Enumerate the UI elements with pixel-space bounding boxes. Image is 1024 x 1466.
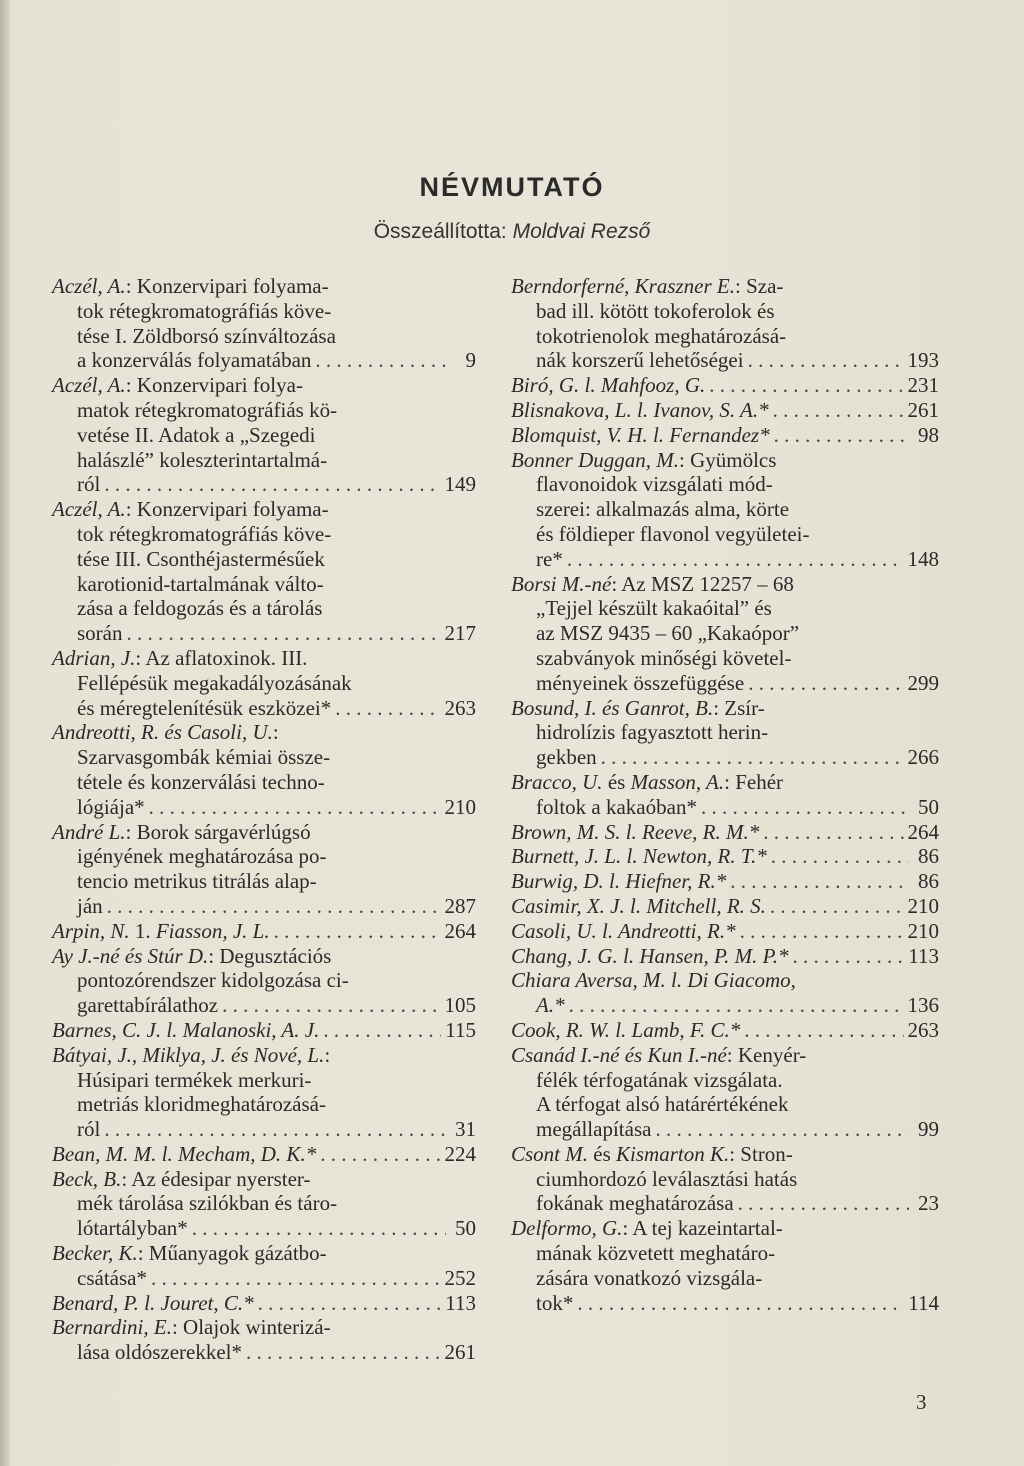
dot-leader — [770, 894, 904, 919]
index-entry — [52, 1018, 476, 1043]
entry-first-line — [52, 1167, 476, 1192]
entry-last-line — [511, 547, 939, 572]
author-name: Bonner Duggan, M. — [511, 447, 679, 472]
page-reference: 261 — [444, 1340, 476, 1365]
entry-last-line — [52, 1117, 476, 1142]
entry-text — [511, 869, 726, 894]
index-entry — [52, 1315, 476, 1365]
index-entry — [511, 894, 939, 919]
index-entry — [52, 944, 476, 1018]
entry-line: szabványok minőségi követel- — [536, 645, 792, 670]
entry-line: mának közvetett meghatáro- — [536, 1241, 776, 1266]
dot-leader — [748, 671, 903, 696]
author-name: André L. — [52, 819, 126, 844]
entry-line: halászlé” koleszterintartalmá- — [77, 447, 328, 472]
index-entry — [511, 572, 939, 696]
entry-text: 1. — [129, 918, 156, 943]
entry-last-line — [511, 348, 939, 373]
entry-line: tok rétegkromatográfiás köve- — [77, 298, 332, 323]
entry-line: félék térfogatának vizsgálata. — [536, 1067, 783, 1092]
entry-text: : Konzervipari folyama- — [125, 274, 329, 298]
entry-text: : Olajok winterizá- — [171, 1315, 331, 1340]
index-entry — [511, 1216, 939, 1315]
index-entry — [511, 968, 939, 1018]
dot-leader — [127, 621, 441, 646]
index-entry — [511, 274, 939, 373]
author-name: Brown, M. S. l. Reeve, R. M.* — [511, 819, 760, 844]
entry-text: : Stron- — [729, 1141, 793, 1166]
dot-leader — [744, 1018, 903, 1043]
entry-text: : A tej kazeintartal- — [622, 1216, 783, 1241]
compiled-label: Összeállította: — [373, 220, 513, 243]
dot-leader — [315, 348, 446, 373]
author-name: Beck, B. — [52, 1166, 122, 1191]
index-entry — [511, 423, 939, 448]
entry-first-line — [511, 1216, 939, 1241]
entry-text: során — [77, 621, 123, 646]
entry-first-line — [511, 572, 939, 597]
dot-leader — [748, 348, 904, 373]
index-entry — [511, 398, 939, 423]
page-reference: 264 — [444, 918, 476, 943]
entry-first-line — [511, 696, 939, 721]
entry-text — [511, 423, 770, 448]
entry-text: : Sza- — [735, 274, 784, 298]
author-name: Barnes, C. J. l. Malanoski, A. J. — [52, 1017, 320, 1042]
entry-text — [52, 1018, 319, 1043]
entry-line: ciumhordozó leválasztási hatás — [536, 1166, 798, 1191]
index-entry — [52, 274, 476, 373]
author-name: Csont M. — [511, 1141, 589, 1166]
entry-last-line — [511, 1018, 939, 1043]
author-name: Borsi M.-né — [511, 571, 612, 596]
dot-leader — [222, 993, 440, 1018]
index-entry — [52, 497, 476, 646]
entry-line: Fellépésük megakadályozásának — [77, 670, 352, 695]
author-name: Bátyai, J., Miklya, J. és Nové, L. — [52, 1042, 325, 1067]
dot-leader — [730, 869, 909, 894]
page-reference: 217 — [444, 621, 476, 646]
entry-last-line — [511, 1191, 939, 1216]
entry-first-line — [511, 1142, 939, 1167]
entry-line: tencio metrikus titrálás alap- — [77, 869, 317, 894]
entry-text — [511, 844, 767, 869]
page-reference: 149 — [444, 472, 476, 497]
dot-leader — [738, 1191, 909, 1216]
entry-text: : Konzervipari folyama- — [125, 497, 329, 522]
entry-last-line — [52, 1340, 476, 1365]
entry-last-line — [511, 745, 939, 770]
entry-first-line — [52, 1241, 476, 1266]
entry-line: metriás kloridmeghatározásá- — [77, 1092, 326, 1117]
entry-first-line — [52, 646, 476, 671]
author-name: Berndorferné, Kraszner E. — [511, 274, 735, 298]
index-entry — [511, 696, 939, 770]
page-reference: 105 — [444, 993, 476, 1018]
dot-leader — [567, 547, 904, 572]
entry-last-line — [511, 844, 939, 869]
dot-leader — [335, 696, 440, 721]
author-name: Adrian, J. — [52, 645, 136, 670]
author-name: Aczél, A. — [52, 274, 126, 298]
page-reference: 113 — [908, 943, 939, 968]
dot-leader — [771, 844, 909, 869]
index-entry — [511, 1142, 939, 1216]
author-name: Masson, A. — [630, 769, 725, 794]
entry-line: pontozórendszer kidolgozása ci- — [77, 968, 349, 993]
entry-line: az MSZ 9435 – 60 „Kakaópor” — [536, 621, 800, 646]
compiler-name: Moldvai Rezső — [512, 220, 651, 243]
author-name: Biró, G. l. Mahfooz, G. — [511, 373, 706, 398]
page-reference: 210 — [444, 794, 476, 819]
entry-last-line — [511, 944, 939, 969]
page-reference: 99 — [918, 1117, 939, 1142]
dot-leader — [320, 1142, 440, 1167]
page-reference: 113 — [445, 1290, 476, 1315]
entry-last-line — [52, 919, 476, 944]
entry-text: : — [324, 1042, 331, 1067]
entry-last-line — [511, 795, 939, 820]
page-reference: 261 — [907, 397, 939, 422]
entry-text: : Az MSZ 12257 – 68 — [611, 571, 794, 596]
entry-first-line — [52, 274, 476, 299]
entry-text — [52, 1142, 316, 1167]
dot-leader — [323, 1018, 441, 1043]
author-name: Chiara Aversa, M. l. Di Giacomo, — [511, 968, 796, 993]
entry-last-line — [52, 1291, 476, 1316]
entry-last-line — [52, 1142, 476, 1167]
index-column-right — [511, 274, 939, 1315]
entry-line: bad ill. kötött tokoferolok és — [536, 298, 775, 323]
page-reference: 31 — [455, 1117, 476, 1142]
page-reference: 86 — [918, 869, 939, 894]
entry-line: karotionid-tartalmának válto- — [77, 571, 324, 596]
entry-text: : Műanyagok gázátbo- — [137, 1241, 327, 1266]
entry-line: A térfogat alsó határértékének — [536, 1092, 789, 1117]
entry-text — [511, 894, 766, 919]
dot-leader — [774, 423, 909, 448]
entry-line: zására vonatkozó vizsgála- — [536, 1265, 763, 1290]
page-reference: 50 — [918, 794, 939, 819]
page-reference: 210 — [907, 893, 939, 918]
entry-text: : — [272, 720, 279, 745]
entry-text: : Degusztációs — [208, 943, 332, 968]
index-entry — [52, 720, 476, 819]
page-reference: 263 — [444, 695, 476, 720]
entry-text: : Kenyér- — [726, 1042, 807, 1067]
dot-leader — [192, 1216, 446, 1241]
entry-first-line — [52, 820, 476, 845]
entry-line: Húsipari termékek merkuri- — [77, 1067, 312, 1092]
entry-last-line — [52, 1018, 476, 1043]
author-name: Burwig, D. l. Hiefner, R.* — [511, 869, 727, 894]
entry-line: tokotrienolok meghatározásá- — [536, 323, 787, 348]
dot-leader — [740, 919, 904, 944]
author-name: Burnett, J. L. l. Newton, R. T.* — [511, 844, 767, 869]
page-reference: 264 — [907, 819, 939, 844]
page-reference: 23 — [918, 1191, 939, 1216]
entry-line: „Tejjel készült kakaóital” és — [536, 596, 772, 621]
entry-text — [511, 820, 759, 845]
page-reference: 231 — [907, 373, 939, 398]
entry-first-line — [511, 968, 939, 993]
entry-last-line — [52, 1216, 476, 1241]
entry-text — [52, 919, 270, 944]
entry-first-line — [52, 1315, 476, 1340]
author-name: Blisnakova, L. l. Ivanov, S. A.* — [511, 397, 769, 422]
dot-leader — [258, 1291, 442, 1316]
index-entry — [52, 1241, 476, 1291]
dot-leader — [104, 472, 440, 497]
entry-text: garettabírálathoz — [77, 993, 219, 1018]
dot-leader — [569, 993, 904, 1018]
page-reference: 148 — [907, 546, 939, 571]
author-name: Aczél, A. — [52, 497, 126, 522]
entry-last-line — [511, 373, 939, 398]
page-reference: 299 — [907, 670, 939, 695]
entry-first-line — [52, 944, 476, 969]
author-name: Bosund, I. és Ganrot, B. — [511, 695, 714, 720]
page-reference: 50 — [455, 1216, 476, 1241]
index-entry — [52, 1142, 476, 1167]
entry-last-line — [511, 1117, 939, 1142]
author-name: Casoli, U. l. Andreotti, R.* — [511, 918, 736, 943]
entry-text: : Konzervipari folya- — [125, 373, 303, 398]
entry-last-line — [52, 1266, 476, 1291]
entry-last-line — [52, 348, 476, 373]
entry-text: és — [588, 1141, 617, 1166]
page-reference: 263 — [907, 1017, 939, 1042]
entry-last-line — [511, 423, 939, 448]
author-name: Benard, P. l. Jouret, C.* — [52, 1290, 254, 1315]
entry-first-line — [52, 497, 476, 522]
author-name: Fiasson, J. L. — [155, 918, 270, 943]
entry-text: csátása* — [77, 1265, 147, 1290]
entry-text — [511, 919, 736, 944]
author-name: Bernardini, E. — [52, 1315, 172, 1340]
entry-text: és méregtelenítésük eszközei* — [77, 695, 332, 720]
entry-text: re* — [536, 546, 563, 571]
index-entry — [511, 1018, 939, 1043]
index-entry — [52, 919, 476, 944]
dot-leader — [792, 944, 904, 969]
entry-line: tése I. Zöldborsó színváltozása — [77, 323, 336, 348]
index-entry — [52, 1167, 476, 1241]
entry-line: tése III. Csonthéjastermésűek — [77, 546, 325, 571]
index-entry — [511, 844, 939, 869]
author-name: Aczél, A. — [52, 373, 126, 398]
index-entry — [52, 1291, 476, 1316]
page-reference: 287 — [444, 893, 476, 918]
page-reference: 210 — [907, 918, 939, 943]
author-name: Ay J.-né és Stúr D. — [52, 943, 209, 968]
entry-text: ról — [77, 1117, 101, 1142]
entry-line: és földieper flavonol vegyületei- — [536, 521, 810, 546]
entry-line: Szarvasgombák kémiai össze- — [77, 745, 331, 770]
entry-text: és — [602, 769, 631, 794]
dot-leader — [274, 919, 441, 944]
entry-line: vetése II. Adatok a „Szegedi — [77, 422, 316, 447]
entry-last-line — [52, 472, 476, 497]
dot-leader — [151, 1266, 441, 1291]
page-title: NÉVMUTATÓ — [419, 172, 605, 202]
entry-last-line — [52, 894, 476, 919]
page-reference: 252 — [444, 1265, 476, 1290]
entry-last-line — [52, 696, 476, 721]
entry-first-line — [511, 770, 939, 795]
entry-text: gekben — [536, 745, 597, 770]
index-entry — [511, 1043, 939, 1142]
entry-text — [511, 944, 788, 969]
author-name: Kismarton K. — [616, 1141, 730, 1166]
entry-last-line — [511, 894, 939, 919]
author-name: Andreotti, R. és Casoli, U. — [52, 720, 273, 745]
entry-text: : Az édesipar nyerster- — [121, 1166, 311, 1191]
author-name: Becker, K. — [52, 1241, 138, 1266]
entry-last-line — [511, 919, 939, 944]
page-reference: 115 — [445, 1017, 476, 1042]
dot-leader — [601, 745, 904, 770]
index-entry — [52, 373, 476, 497]
entry-text — [511, 1018, 740, 1043]
entry-text: tok* — [536, 1290, 574, 1315]
entry-text: ról — [77, 472, 101, 497]
entry-text: : Az aflatoxinok. III. — [135, 645, 308, 670]
page-reference: 114 — [908, 1290, 939, 1315]
index-entry — [52, 1043, 476, 1142]
author-name: Bracco, U. — [511, 769, 603, 794]
entry-first-line — [511, 448, 939, 473]
page-reference: 9 — [465, 348, 476, 373]
entry-line: flavonoidok vizsgálati mód- — [536, 472, 773, 497]
author-name: Blomquist, V. H. l. Fernandez* — [511, 422, 770, 447]
author-name: Casimir, X. J. l. Mitchell, R. S. — [511, 893, 766, 918]
entry-first-line — [511, 274, 939, 299]
index-entry — [511, 448, 939, 572]
page-reference: 98 — [918, 422, 939, 447]
entry-last-line — [511, 993, 939, 1018]
dot-leader — [577, 1291, 904, 1316]
dot-leader — [701, 795, 909, 820]
author-name: Chang, J. G. l. Hansen, P. M. P.* — [511, 943, 789, 968]
entry-text — [511, 398, 769, 423]
dot-leader — [773, 398, 904, 423]
entry-last-line — [511, 820, 939, 845]
entry-text: lógiája* — [77, 794, 145, 819]
entry-last-line — [52, 993, 476, 1018]
entry-first-line — [52, 720, 476, 745]
index-entry — [511, 944, 939, 969]
entry-text: : Zsír- — [713, 695, 765, 720]
entry-line: hidrolízis fagyasztott herin- — [536, 720, 769, 745]
entry-text: foltok a kakaóban* — [536, 794, 697, 819]
entry-first-line — [52, 1043, 476, 1068]
entry-last-line — [52, 621, 476, 646]
entry-last-line — [511, 869, 939, 894]
entry-text: ményeinek összefüggése — [536, 670, 745, 695]
author-name: Cook, R. W. l. Lamb, F. C.* — [511, 1017, 741, 1042]
entry-text: fokának meghatározása — [536, 1191, 734, 1216]
author-name: Delformo, G. — [511, 1216, 623, 1241]
index-entry — [511, 919, 939, 944]
entry-text: a konzerválás folyamatában — [77, 348, 312, 373]
page-number: 3 — [916, 1390, 927, 1414]
entry-line: matok rétegkromatográfiás kö- — [77, 397, 338, 422]
author-name: A.* — [536, 993, 565, 1018]
entry-line: tok rétegkromatográfiás köve- — [77, 521, 332, 546]
dot-leader — [763, 820, 903, 845]
entry-line: igényének meghatározása po- — [77, 844, 327, 869]
entry-line: mék tárolása szilókban és táro- — [77, 1191, 338, 1216]
entry-text — [511, 373, 705, 398]
index-entry — [511, 373, 939, 398]
entry-last-line — [511, 671, 939, 696]
dot-leader — [709, 373, 903, 398]
entry-last-line — [511, 398, 939, 423]
index-entry — [511, 770, 939, 820]
dot-leader — [149, 795, 441, 820]
compiler-line — [0, 220, 1024, 244]
entry-text: ján — [77, 893, 103, 918]
entry-text — [536, 993, 565, 1018]
author-name: Arpin, N. — [52, 918, 130, 943]
index-entry — [511, 820, 939, 845]
page-reference: 266 — [907, 745, 939, 770]
page-reference: 86 — [918, 844, 939, 869]
page-reference: 193 — [907, 348, 939, 373]
dot-leader — [107, 894, 441, 919]
entry-line: tétele és konzerválási techno- — [77, 769, 325, 794]
page-reference: 224 — [444, 1141, 476, 1166]
entry-text — [52, 1291, 254, 1316]
dot-leader — [104, 1117, 446, 1142]
entry-text: lása oldószerekkel* — [77, 1340, 243, 1365]
index-column-left — [52, 274, 476, 1365]
entry-text: megállapítása — [536, 1117, 652, 1142]
index-entry — [52, 646, 476, 720]
page-reference: 136 — [907, 993, 939, 1018]
entry-text: nák korszerű lehetőségei — [536, 348, 744, 373]
entry-text: : Fehér — [724, 769, 784, 794]
dot-leader — [246, 1340, 440, 1365]
entry-first-line — [52, 373, 476, 398]
dot-leader — [655, 1117, 909, 1142]
entry-first-line — [511, 1043, 939, 1068]
entry-line: zása a feldogozás és a tárolás — [77, 596, 323, 621]
author-name: Csanád I.-né és Kun I.-né — [511, 1042, 727, 1067]
entry-text: : Gyümölcs — [678, 447, 777, 472]
index-entry — [511, 869, 939, 894]
author-name: Bean, M. M. l. Mecham, D. K.* — [52, 1141, 317, 1166]
entry-text: : Borok sárgavérlúgsó — [125, 819, 311, 844]
entry-last-line — [511, 1291, 939, 1316]
entry-text: lótartályban* — [77, 1216, 188, 1241]
entry-last-line — [52, 795, 476, 820]
entry-line: szerei: alkalmazás alma, körte — [536, 497, 790, 522]
index-entry — [52, 820, 476, 919]
